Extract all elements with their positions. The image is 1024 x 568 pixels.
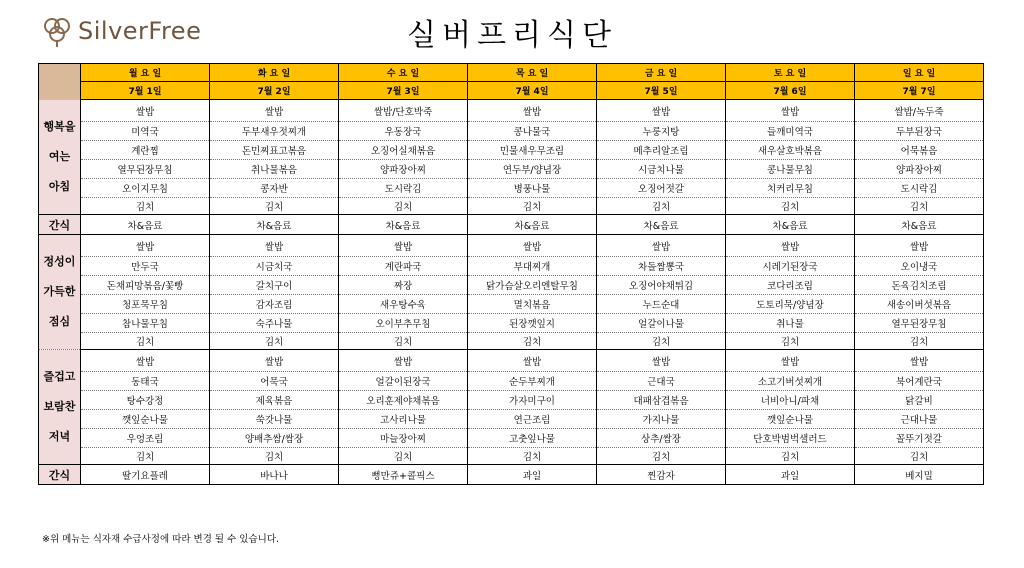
menu-cell: 메추리알조림 [597,141,726,160]
day-date: 7월 1일 [81,82,210,100]
table-row [39,391,984,410]
menu-cell: 도시락김 [855,179,984,198]
menu-cell: 오이부추무침 [339,314,468,333]
menu-cell: 김치 [339,448,468,465]
menu-cell: 김치 [210,333,339,350]
menu-cell: 오징어실채볶음 [339,141,468,160]
menu-cell: 김치 [339,198,468,215]
menu-cell: 오이지무침 [81,179,210,198]
menu-cell: 콩나물무침 [726,160,855,179]
menu-cell: 청포묵무침 [81,295,210,314]
menu-cell: 감자조림 [210,295,339,314]
menu-cell: 갈치구이 [210,276,339,295]
menu-cell: 쌀밥 [81,350,210,372]
snack-cell: 차&음료 [468,215,597,235]
menu-cell: 북어계란국 [855,372,984,391]
menu-cell: 숙주나물 [210,314,339,333]
menu-cell: 돈민찌표고볶음 [210,141,339,160]
menu-cell: 참나물무침 [81,314,210,333]
meal-label-line: 행복을 [43,119,76,133]
menu-cell: 쌀밥 [81,100,210,122]
menu-cell: 김치 [855,198,984,215]
snack-cell: 베지밀 [855,465,984,485]
table-row [39,235,984,257]
menu-cell: 민물새우무조림 [468,141,597,160]
menu-cell: 쌀밥 [81,235,210,257]
snack-cell: 바나나 [210,465,339,485]
menu-cell: 열무된장무침 [855,314,984,333]
snack1-row [39,215,984,235]
menu-cell: 우동장국 [339,122,468,141]
table-row [39,198,984,215]
menu-cell: 제육볶음 [210,391,339,410]
menu-cell: 쌀밥 [339,350,468,372]
table-row [39,295,984,314]
menu-cell: 새우살호박볶음 [726,141,855,160]
menu-cell: 가지나물 [597,410,726,429]
menu-cell: 오징어야채튀김 [597,276,726,295]
menu-cell: 김치 [468,448,597,465]
menu-cell: 김치 [726,333,855,350]
menu-cell: 쌀밥 [210,350,339,372]
menu-cell: 부대찌개 [468,257,597,276]
menu-cell: 쌀밥 [726,100,855,122]
table-row [39,372,984,391]
menu-cell: 쌀밥 [726,350,855,372]
menu-cell: 콩자반 [210,179,339,198]
meal-label-line: 즐겁고 [43,370,76,383]
snack-label: 간식 [39,465,81,485]
menu-cell: 오이냉국 [855,257,984,276]
menu-cell: 병풍나물 [468,179,597,198]
meal-label-line: 정성이 [43,255,76,268]
menu-cell: 김치 [855,333,984,350]
table-row [39,100,984,122]
menu-cell: 양파장아찌 [339,160,468,179]
snack-cell: 차&음료 [597,215,726,235]
menu-cell: 쌀밥 [468,350,597,372]
table-row [39,276,984,295]
menu-cell: 근대나물 [855,410,984,429]
corner-cell [39,64,81,100]
day-name: 화 요 일 [210,64,339,82]
menu-cell: 어묵국 [210,372,339,391]
menu-cell: 양파장아찌 [855,160,984,179]
menu-cell: 연근조림 [468,410,597,429]
snack-cell: 차&음료 [210,215,339,235]
dinner-label [39,350,81,465]
menu-cell: 닭가슴살오리엔탈무침 [468,276,597,295]
menu-cell: 멸치볶음 [468,295,597,314]
menu-cell: 오징어젓갈 [597,179,726,198]
day-date: 7월 6일 [726,82,855,100]
menu-cell: 얼갈이나물 [597,314,726,333]
menu-cell: 고사리나물 [339,410,468,429]
table-row [39,333,984,350]
menu-cell: 김치 [855,448,984,465]
day-name: 수 요 일 [339,64,468,82]
menu-cell: 오리훈제야채볶음 [339,391,468,410]
menu-cell: 쌀밥 [597,350,726,372]
menu-cell: 시금치국 [210,257,339,276]
snack-cell: 과일 [468,465,597,485]
table-row [39,257,984,276]
menu-cell: 대패삼겹볶음 [597,391,726,410]
menu-cell: 계란찜 [81,141,210,160]
menu-cell: 코다리조림 [726,276,855,295]
menu-cell: 상추/쌈장 [597,429,726,448]
menu-cell: 김치 [468,333,597,350]
table-row [39,350,984,372]
menu-cell: 도시락김 [339,179,468,198]
page-title: 실버프리식단 [407,18,617,53]
meal-label-line: 가득한 [43,285,76,298]
menu-cell: 연두부/양념장 [468,160,597,179]
menu-cell: 김치 [81,198,210,215]
menu-cell: 쌀밥 [855,350,984,372]
menu-cell: 김치 [81,333,210,350]
menu-cell: 순두부찌개 [468,372,597,391]
menu-cell: 새우탕수육 [339,295,468,314]
meal-label-line: 여는 [48,149,71,163]
menu-cell: 탕수강정 [81,391,210,410]
table-row [39,429,984,448]
table-row [39,160,984,179]
menu-cell: 어묵볶음 [855,141,984,160]
menu-cell: 쌀밥 [339,235,468,257]
menu-cell: 쌀밥 [210,100,339,122]
menu-cell: 돈채피망볶음/꽃빵 [81,276,210,295]
menu-cell: 김치 [597,448,726,465]
menu-cell: 누드순대 [597,295,726,314]
menu-cell: 마늘장아찌 [339,429,468,448]
menu-cell: 김치 [726,198,855,215]
menu-cell: 고춧잎나물 [468,429,597,448]
menu-cell: 단호박범벅샐러드 [726,429,855,448]
menu-cell: 차돌짬뽕국 [597,257,726,276]
menu-cell: 쌀밥 [210,235,339,257]
menu-cell: 깻잎순나물 [726,410,855,429]
menu-cell: 쌀밥 [726,235,855,257]
menu-cell: 김치 [726,448,855,465]
menu-cell: 가자미구이 [468,391,597,410]
day-date: 7월 4일 [468,82,597,100]
table-row [39,179,984,198]
snack-cell: 찐감자 [597,465,726,485]
menu-cell: 시레기된장국 [726,257,855,276]
menu-cell: 열무된장무침 [81,160,210,179]
menu-cell: 근대국 [597,372,726,391]
day-name: 월 요 일 [81,64,210,82]
menu-cell: 쌀밥 [597,100,726,122]
menu-cell: 취나물 [726,314,855,333]
table-row [39,410,984,429]
menu-cell: 얼갈이된장국 [339,372,468,391]
menu-cell: 계란파국 [339,257,468,276]
logo-text: SilverFree [78,17,202,45]
menu-cell: 누룽지탕 [597,122,726,141]
snack-cell: 딸기요플레 [81,465,210,485]
menu-cell: 김치 [597,333,726,350]
menu-cell: 김치 [210,448,339,465]
day-name: 목 요 일 [468,64,597,82]
menu-cell: 쌀밥 [468,235,597,257]
day-name: 토 요 일 [726,64,855,82]
meal-label-line: 저녁 [48,430,71,443]
menu-cell: 시금치나물 [597,160,726,179]
day-name: 금 요 일 [597,64,726,82]
menu-cell: 콩나물국 [468,122,597,141]
menu-cell: 만두국 [81,257,210,276]
menu-cell: 치커리무침 [726,179,855,198]
meal-label-line: 점심 [48,315,71,328]
table-row [39,448,984,465]
table-row [39,122,984,141]
menu-cell: 우엉조림 [81,429,210,448]
menu-cell: 김치 [468,198,597,215]
day-date: 7월 3일 [339,82,468,100]
table-row [39,141,984,160]
snack-cell: 뻥만쥬+콜픽스 [339,465,468,485]
menu-cell: 새송이버섯볶음 [855,295,984,314]
menu-cell: 김치 [597,198,726,215]
date-header-row [39,82,984,100]
menu-cell: 쌀밥 [468,100,597,122]
menu-cell: 된장깻잎지 [468,314,597,333]
menu-cell: 짜장 [339,276,468,295]
menu-cell: 두부새우젓찌개 [210,122,339,141]
menu-cell: 쌀밥/녹두죽 [855,100,984,122]
menu-cell: 너비아니/파채 [726,391,855,410]
snack-cell: 차&음료 [81,215,210,235]
lunch-label [39,235,81,350]
menu-cell: 쌀밥 [597,235,726,257]
snack-cell: 차&음료 [339,215,468,235]
menu-cell: 돈육김치조림 [855,276,984,295]
day-date: 7월 7일 [855,82,984,100]
snack-cell: 차&음료 [855,215,984,235]
menu-cell: 소고기버섯찌개 [726,372,855,391]
menu-cell: 쌀밥 [855,235,984,257]
breakfast-label [39,100,81,215]
menu-cell: 동태국 [81,372,210,391]
day-date: 7월 2일 [210,82,339,100]
day-date: 7월 5일 [597,82,726,100]
menu-cell: 김치 [339,333,468,350]
menu-cell: 쑥갓나물 [210,410,339,429]
menu-cell: 깻잎순나물 [81,410,210,429]
menu-cell: 양배추쌈/쌈장 [210,429,339,448]
menu-cell: 닭갈비 [855,391,984,410]
day-header-row [39,64,984,82]
snack-label: 간식 [39,215,81,235]
meal-label-line: 보람찬 [43,400,76,413]
menu-cell: 쌀밥/단호박죽 [339,100,468,122]
meal-label-line: 아침 [48,179,71,193]
menu-cell: 들깨미역국 [726,122,855,141]
menu-cell: 꼴뚜기젓갈 [855,429,984,448]
table-row [39,314,984,333]
snack2-row [39,465,984,485]
menu-cell: 취나물볶음 [210,160,339,179]
menu-cell: 미역국 [81,122,210,141]
menu-cell: 두부된장국 [855,122,984,141]
snack-cell: 과일 [726,465,855,485]
menu-cell: 김치 [210,198,339,215]
day-name: 일 요 일 [855,64,984,82]
menu-cell: 도토리묵/양념장 [726,295,855,314]
weekly-menu-table [38,63,984,485]
menu-cell: 김치 [81,448,210,465]
snack-cell: 차&음료 [726,215,855,235]
footnote: ※위 메뉴는 식자재 수급사정에 따라 변경 될 수 있습니다. [42,534,280,545]
